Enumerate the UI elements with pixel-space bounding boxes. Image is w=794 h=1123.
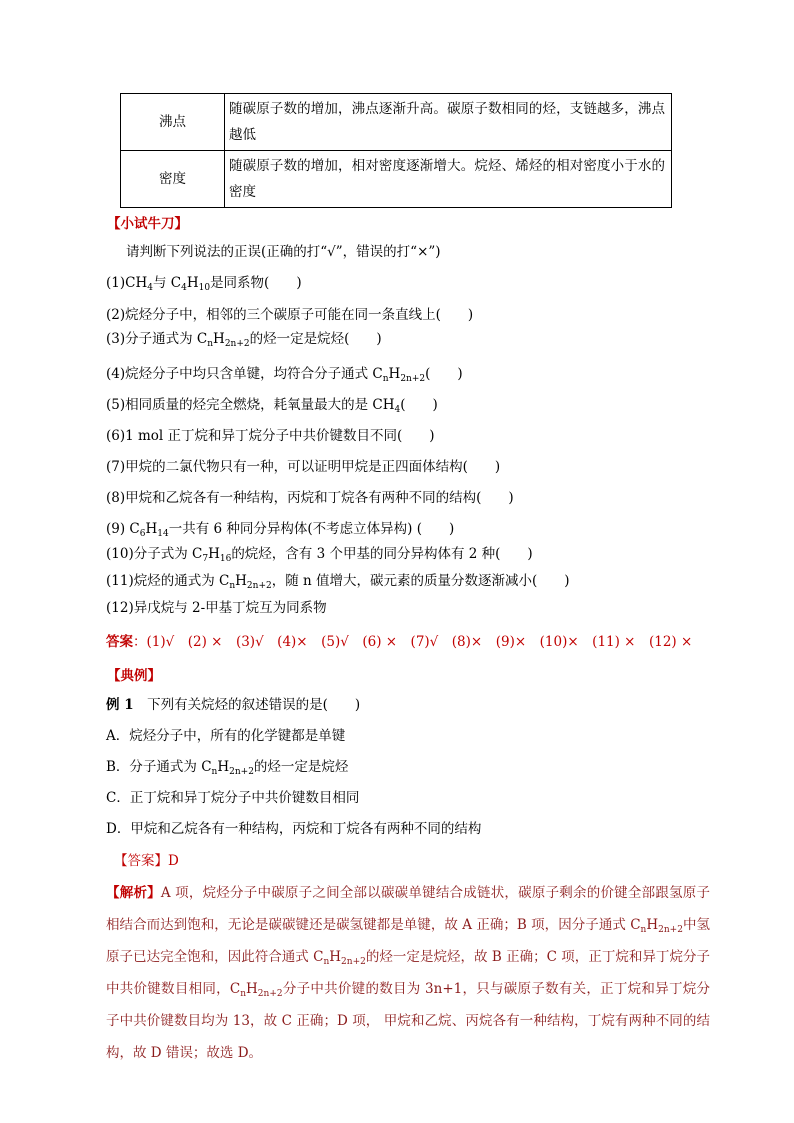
example-analysis: 【解析】A 项，烷烃分子中碳原子之间全部以碳碳单键结合成链状，碳原子剩余的价键全部跟氢原子相结合而达到饱和，无论是碳碳键还是碳氢键都是单键，故 A 正确；B 项，因分子通式 $C_nH_{2n+2}$中氢原子已达完全饱和，因此符合通式 $C_nH_{2n+2}$的烃一定是烷烃，故 B 正确；C 项，正丁烷和异丁烷分子中共价键数目相同，$C_nH_{2n+2}$分子中共价键的数目为 3n+1，只与碳原子数有关，正丁烷和异丁烷分子中共价键数目均为 13，故 C 正确；D 项， 甲烷和乙烷、丙烷各有一种结构，丁烷有两种不同的结构，故 D 错误；故选 D。 <box>106 885 711 1061</box>
option-c: C．正丁烷和异丁烷分子中共价键数目相同 <box>106 790 360 806</box>
example-question: 例 1 下列有关烷烃的叙述错误的是( ) <box>106 697 361 713</box>
quiz-item-10: (10)分子式为 $C_7H_{16}$的烷烃，含有 3 个甲基的同分异构体有 2 种( ) <box>106 546 533 564</box>
quiz-item-3: (3)分子通式为 $C_nH_{2n+2}$的烃一定是烷烃( ) <box>106 331 382 349</box>
quiz-item-2: (2)烷烃分子中，相邻的三个碳原子可能在同一条直线上( ) <box>106 307 474 323</box>
properties-table <box>120 93 672 208</box>
quiz-item-12: (12)异戊烷与 2-甲基丁烷互为同系物 <box>106 600 327 616</box>
quiz-item-1: $(1)CH_4$与 $C_4H_{10}$是同系物( ) <box>106 275 302 293</box>
quiz-answer: 答案：(1)√ (2) × (3)√ (4)× (5)√ (6) × (7)√ (8)× (9)× (10)× (11) × (12) × <box>106 634 693 650</box>
quiz-item-5: (5)相同质量的烃完全燃烧，耗氧量最大的是 $CH_4$( ) <box>106 397 438 415</box>
option-d: D．甲烷和乙烷各有一种结构，丙烷和丁烷各有两种不同的结构 <box>106 821 482 837</box>
option-a: A．烷烃分子中，所有的化学键都是单键 <box>106 728 346 744</box>
property-description: 随碳原子数的增加，沸点逐渐升高。碳原子数相同的烃，支链越多，沸点越低 <box>225 94 672 151</box>
example-header: 【典例】 <box>107 668 161 684</box>
option-b: B．分子通式为 $C_nH_{2n+2}$的烃一定是烷烃 <box>106 759 349 777</box>
quiz-item-4: (4)烷烃分子中均只含单键，均符合分子通式 $C_nH_{2n+2}$( ) <box>106 366 463 384</box>
example-answer: 【答案】D <box>114 853 179 869</box>
table-row <box>121 151 672 208</box>
table-row <box>121 94 672 151</box>
property-name: 沸点 <box>121 94 225 151</box>
quiz-item-8: (8)甲烷和乙烷各有一种结构，丙烷和丁烷各有两种不同的结构( ) <box>106 490 514 506</box>
property-name: 密度 <box>121 151 225 208</box>
quiz-item-6: (6)1 mol 正丁烷和异丁烷分子中共价键数目不同( ) <box>106 428 435 444</box>
quiz-item-9: (9) $C_6H_{14}$一共有 6 种同分异构体(不考虑立体异构) ( ) <box>106 521 455 539</box>
quiz-item-7: (7)甲烷的二氯代物只有一种，可以证明甲烷是正四面体结构( ) <box>106 459 501 475</box>
quiz-instruction: 请判断下列说法的正误(正确的打“√”，错误的打“×”) <box>126 244 441 260</box>
quiz-header: 【小试牛刀】 <box>107 216 188 232</box>
quiz-item-11: (11)烷烃的通式为 $C_nH_{2n+2}$，随 n 值增大，碳元素的质量分数逐渐减小( ) <box>106 573 570 591</box>
property-description: 随碳原子数的增加，相对密度逐渐增大。烷烃、烯烃的相对密度小于水的密度 <box>225 151 672 208</box>
